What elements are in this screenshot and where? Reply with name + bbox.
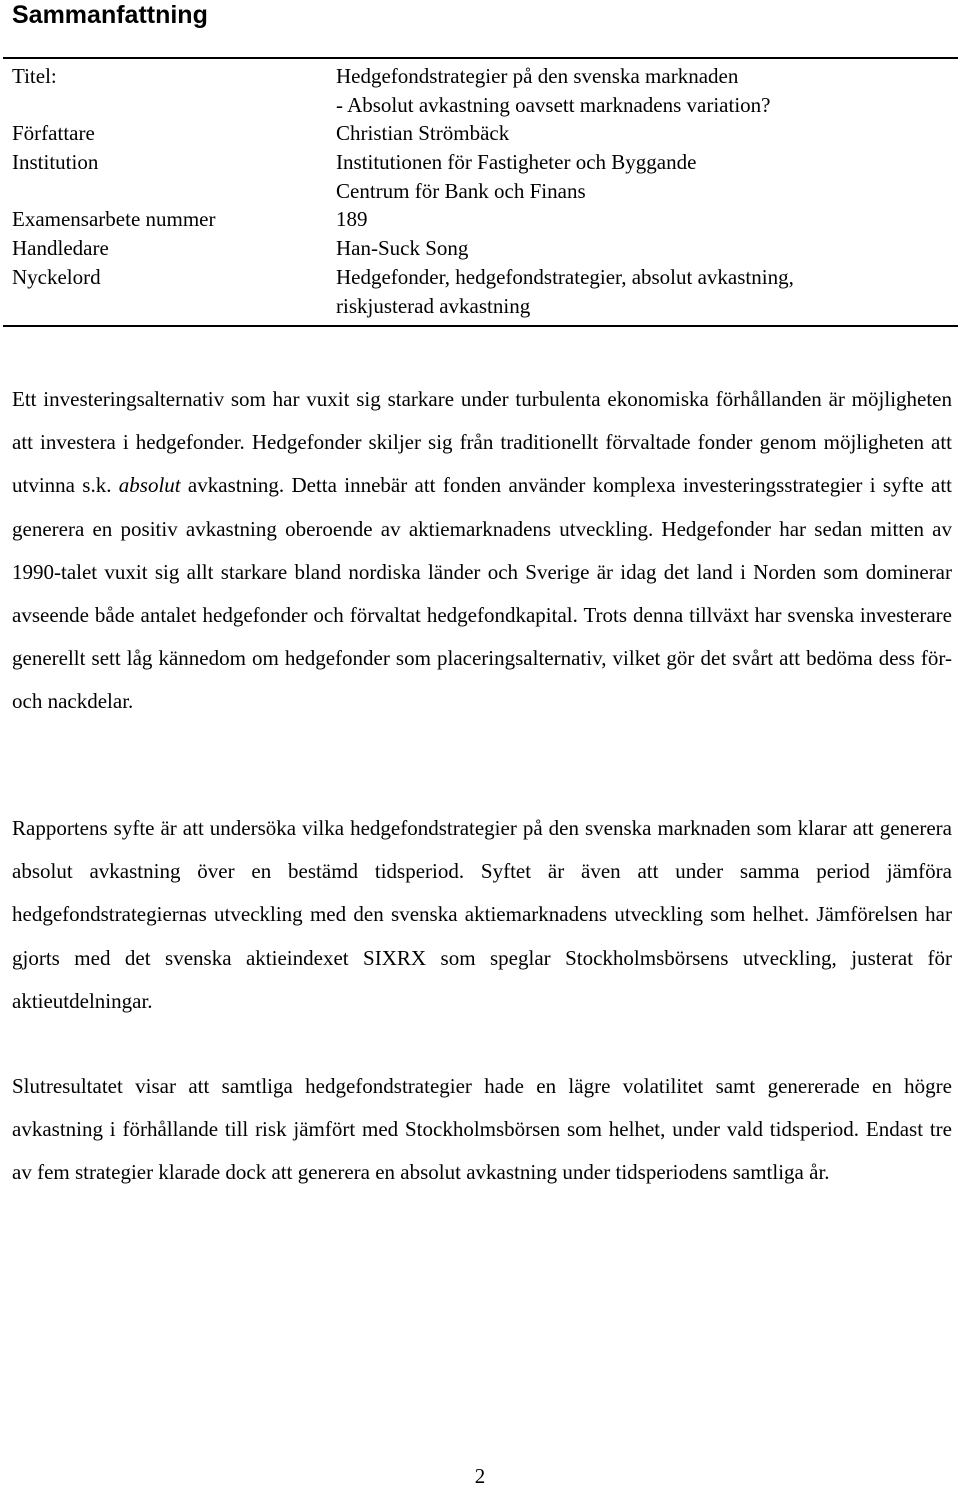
- institution-value: [336, 148, 696, 205]
- institution-label: Institution: [12, 150, 99, 174]
- page-number: 2: [474, 1464, 486, 1488]
- emphasis-absolut: absolut: [118, 473, 181, 498]
- table-bottom-rule: [3, 325, 958, 327]
- supervisor-value: Han-Suck Song: [336, 236, 469, 260]
- keywords-line-2: riskjusterad avkastning: [336, 293, 531, 318]
- author-label: Författare: [12, 121, 95, 145]
- author-value: Christian Strömbäck: [336, 121, 510, 145]
- title-value: [336, 62, 770, 119]
- paragraph-intro: [12, 378, 952, 724]
- thesis-number-label: Examensarbete nummer: [12, 207, 216, 231]
- institution-line-1: Institutionen för Fastigheter och Byggande: [336, 150, 697, 174]
- paragraph-results: Slutresultatet visar att samtliga hedgefondstrategier hade en lägre volatilitet samt genererade en högre avkastning i förhållande till risk jämfört med Stockholmsbörsen som helhet, under vald tidsperiod. Endast tre av fem strategier klarade dock att generera en absolut avkastning under tidsperiodens samtliga år.: [12, 1074, 952, 1185]
- thesis-number-value: 189: [336, 207, 368, 231]
- paragraph-intro-part-2: avkastning. Detta innebär att fonden använder komplexa investeringsstrategier i syfte att generera en positiv avkastning oberoende av aktiemarknadens utveckling. Hedgefonder har sedan mitten av 1990-talet vuxit sig allt starkare bland nordiska länder och Sverige är idag det land i Norden som dominerar avseende både antalet hedgefonder och förvaltat hedgefondkapital. Trots denna tillväxt har svenska investerare generellt sett låg kännedom om hedgefonder som placeringsalternativ, vilket gör det svårt att bedöma dess för- och nackdelar.: [12, 473, 952, 714]
- title-line-2: - Absolut avkastning oavsett marknadens variation?: [336, 92, 771, 117]
- page-heading: Sammanfattning: [12, 1, 208, 29]
- paragraph-purpose: Rapportens syfte är att undersöka vilka hedgefondstrategier på den svenska marknaden som klarar att generera absolut avkastning över en bestämd tidsperiod. Syftet är även att under samma period jämföra hedgefondstrategiernas utveckling med den svenska aktiemarknadens utveckling som helhet. Jämförelsen har gjorts med det svenska aktieindexet SIXRX som speglar Stockholmsbörsens utveckling, justerat för aktieutdelningar.: [12, 816, 952, 1013]
- keywords-value: [336, 263, 794, 320]
- table-top-rule: [3, 57, 958, 59]
- title-label: Titel:: [12, 64, 57, 88]
- keywords-line-1: Hedgefonder, hedgefondstrategier, absolut avkastning,: [336, 265, 794, 289]
- title-line-1: Hedgefondstrategier på den svenska marknaden: [336, 64, 739, 88]
- supervisor-label: Handledare: [12, 236, 109, 260]
- keywords-label: Nyckelord: [12, 265, 101, 289]
- institution-line-2: Centrum för Bank och Finans: [336, 178, 586, 203]
- paragraph-intro-part-1: Ett investeringsalternativ som har vuxit sig starkare under turbulenta ekonomiska förhållanden är möjligheten att investera i hedgefonder. Hedgefonder skiljer sig från traditionellt förvaltade fonder genom möjligheten att utvinna s.k.: [12, 387, 952, 498]
